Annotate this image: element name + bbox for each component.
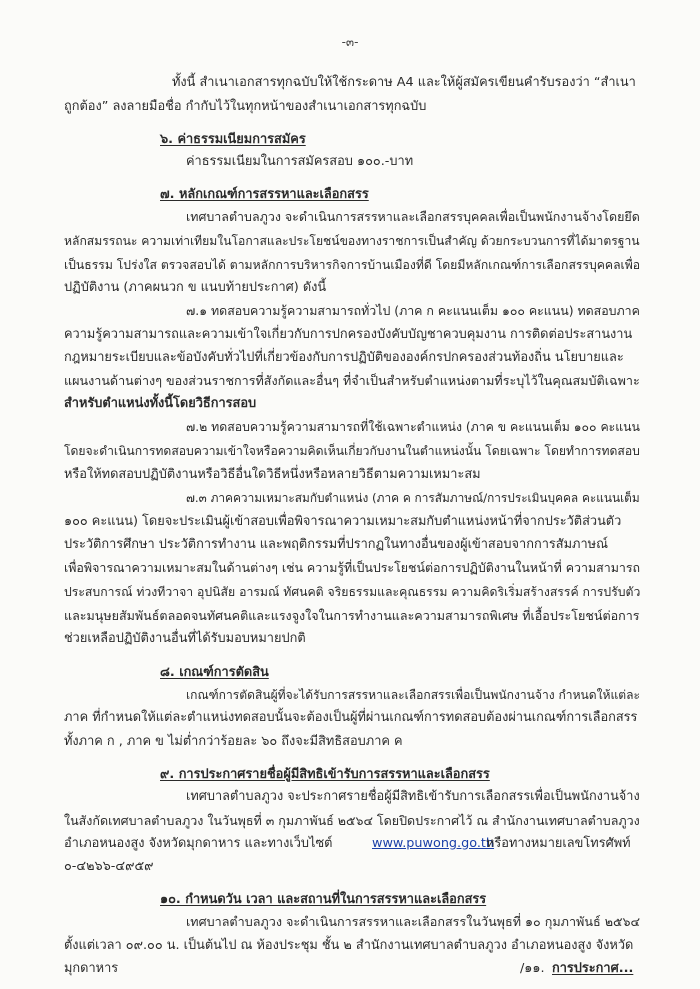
section-7-1-line: ๗.๑ ทดสอบความรู้ความสามารถทั่วไป (ภาค ก คะแนนเต็ม ๑๐๐ คะแนน) ทดสอบภาค <box>186 303 640 318</box>
section-7-p1-line: ปฏิบัติงาน (ภาคผนวก ข แนบท้ายประกาศ) ดังนี้ <box>64 280 327 295</box>
section-7-2-line: ๗.๒ ทดสอบความรู้ความสามารถที่ใช้เฉพาะตำแหน่ง (ภาค ข คะแนนเต็ม ๑๐๐ คะแนน <box>186 420 640 434</box>
section-9-line: หรือทางหมายเลขโทรศัพท์ <box>486 836 631 851</box>
phone-number: ๐-๔๒๖๖-๔๙๕๙ <box>64 859 154 874</box>
section-6-heading: ๖. ค่าธรรมเนียมการสมัคร <box>160 132 306 147</box>
section-7-1-line: สำหรับตำแหน่งทั้งนี้โดยวิธีการสอบ <box>64 396 257 411</box>
section-9-line: ในสังกัดเทศบาลตำบลภูวง ในวันพุธที่ ๓ กุมภาพันธ์ ๒๕๖๔ โดยปิดประกาศไว้ ณ สำนักงานเทศบาลตำบลภูวง <box>64 813 640 828</box>
section-10-line: ตั้งแต่เวลา ๐๙.๐๐ น. เป็นต้นไป ณ ห้องประชุม ชั้น ๒ สำนักงานเทศบาลตำบลภูวง อำเภอหนองสูง จังหวัด <box>64 938 634 953</box>
section-7-1-line: แผนงานด้านต่างๆ ของส่วนราชการที่สังกัดและอื่นๆ ที่จำเป็นสำหรับตำแหน่งตามที่ระบุไว้ในคุณสมบัติเฉพาะ <box>64 373 640 388</box>
section-10-line: มุกดาหาร <box>64 961 119 976</box>
section-7-2-line: หรือให้ทดสอบปฏิบัติงานหรือวิธีอื่นใดวิธีหนึ่งหรือหลายวิธีตามความเหมาะสม <box>64 467 481 482</box>
website-link[interactable]: www.puwong.go.th <box>372 836 495 851</box>
section-7-1-line: ความรู้ความสามารถและความเข้าใจเกี่ยวกับการปกครองบังคับบัญชาควบคุมงาน การติดต่อประสานงาน <box>64 327 633 342</box>
section-7-1-line: กฎหมายระเบียบและข้อบังคับทั่วไปที่เกี่ยวข้องกับการปฏิบัติขององค์กรปกครองส่วนท้องถิ่น นโยบายและ <box>64 350 624 365</box>
section-7-heading: ๗. หลักเกณฑ์การสรรหาและเลือกสรร <box>160 187 369 202</box>
section-8-heading: ๘. เกณฑ์การตัดสิน <box>160 665 269 680</box>
section-7-3-line: ประสบการณ์ ท่วงทีวาจา อุปนิสัย อารมณ์ ทัศนคติ จริยธรรมและคุณธรรม ความคิดริเริ่มสร้างสรรค์ การปรับตัว <box>64 585 641 599</box>
section-7-2-line: โดยจะดำเนินการทดสอบความเข้าใจหรือความคิดเห็นเกี่ยวกับงานในตำแหน่งนั้น โดยเฉพาะ โดยทำการทดสอบ <box>64 444 640 458</box>
section-9-line: เทศบาลตำบลภูวง จะประกาศรายชื่อผู้มีสิทธิเข้ารับการเลือกสรรเพื่อเป็นพนักงานจ้าง <box>186 789 640 804</box>
section-9-heading: ๙. การประกาศรายชื่อผู้มีสิทธิเข้ารับการสรรหาและเลือกสรร <box>160 767 490 782</box>
section-10-line: เทศบาลตำบลภูวง จะดำเนินการสรรหาและเลือกสรรในวันพุธที่ ๑๐ กุมภาพันธ์ ๒๕๖๔ <box>186 914 641 929</box>
page-number: -๓- <box>341 35 359 49</box>
section-8-line: ภาค ที่กำหนดให้แต่ละตำแหน่งทดสอบนั้นจะต้องเป็นผู้ที่ผ่านเกณฑ์การทดสอบต้องผ่านเกณฑ์การเลือกสรร <box>64 710 638 725</box>
section-10-heading: ๑๐. กำหนดวัน เวลา และสถานที่ในการสรรหาและเลือกสรร <box>160 892 487 907</box>
section-8-line: เกณฑ์การตัดสินผู้ที่จะได้รับการสรรหาและเลือกสรรเพื่อเป็นพนักงานจ้าง กำหนดให้แต่ละ <box>186 688 641 702</box>
section-7-p1-line: เทศบาลตำบลภูวง จะดำเนินการสรรหาและเลือกสรรบุคคลเพื่อเป็นพนักงานจ้างโดยยึด <box>186 209 640 224</box>
section-7-3-line: เพื่อพิจารณาความเหมาะสมในด้านต่างๆ เช่น ความรู้ที่เป็นประโยชน์ต่อการปฏิบัติงานในหน้าที่ ความสามารถ <box>64 560 641 575</box>
intro-line-2: ถูกต้อง” ลงลายมือชื่อ กำกับไว้ในทุกหน้าของสำเนาเอกสารทุกฉบับ <box>64 99 427 114</box>
continuation-prefix: /๑๑. <box>520 961 545 976</box>
intro-line-1: ทั้งนี้ สำเนาเอกสารทุกฉบับให้ใช้กระดาษ A4 และให้ผู้สมัครเขียนคำรับรองว่า “สำเนา <box>172 75 636 90</box>
section-7-3-line: ประวัติการศึกษา ประวัติการทำงาน และพฤติกรรมที่ปรากฏในทางอื่นของผู้เข้าสอบจากการสัมภาษณ์ <box>64 537 608 552</box>
section-7-3-line: ๑๐๐ คะแนน) โดยจะประเมินผู้เข้าสอบเพื่อพิจารณาความเหมาะสมกับตำแหน่งหน้าที่จากประวัติส่วนตัว <box>64 514 622 529</box>
section-7-3-line: ช่วยเหลือปฏิบัติงานอื่นที่ได้รับมอบหมายปกติ <box>64 631 306 646</box>
section-7-p1-line: หลักสมรรถนะ ความเท่าเทียมในโอกาสและประโยชน์ของทางราชการเป็นสำคัญ ด้วยกระบวนการที่ได้มาตรฐาน <box>64 234 640 248</box>
section-9-line: อำเภอหนองสูง จังหวัดมุกดาหาร และทางเว็บไซต์ <box>64 836 333 851</box>
section-7-3-line: และมนุษยสัมพันธ์ตลอดจนทัศนคติและแรงจูงใจในการทำงานและความสามารถพิเศษ ที่เอื้อประโยชน์ต่อการ <box>64 608 640 623</box>
continuation-text: การประกาศ... <box>552 961 634 976</box>
section-7-3-line: ๗.๓ ภาคความเหมาะสมกับตำแหน่ง (ภาค ค การสัมภาษณ์/การประเมินบุคคล คะแนนเต็ม <box>186 491 640 505</box>
section-7-p1-line: เป็นธรรม โปร่งใส ตรวจสอบได้ ตามหลักการบริหารกิจการบ้านเมืองที่ดี โดยมีหลักเกณฑ์การเลือกสรรบุคคลเพื่อ <box>64 258 641 272</box>
section-8-line: ทั้งภาค ก , ภาค ข ไม่ต่ำกว่าร้อยละ ๖๐ ถึงจะมีสิทธิสอบภาค ค <box>64 734 403 749</box>
section-6-line-1: ค่าธรรมเนียมในการสมัครสอบ ๑๐๐.-บาท <box>186 154 414 169</box>
